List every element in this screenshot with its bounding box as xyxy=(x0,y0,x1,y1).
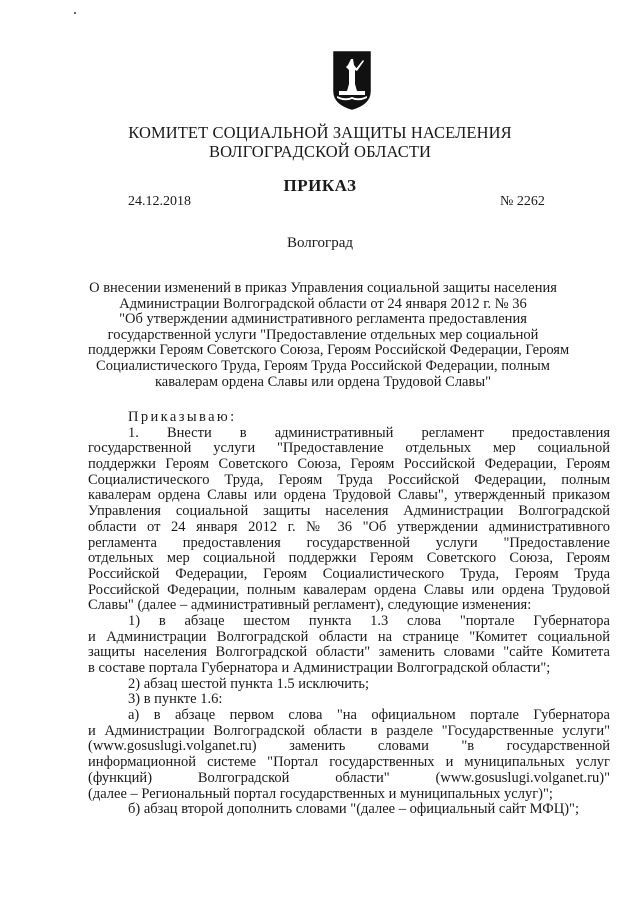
body-line: кавалерам ордена Славы или ордена Трудовой Славы", утвержденный приказом xyxy=(88,488,610,504)
body-line: Социалистического Труда, Героям Труда Российской Федерации, полным xyxy=(88,472,610,488)
subject-line: Социалистического Труда, Героям Труда Российской Федерации, полным xyxy=(96,357,550,374)
coat-of-arms-icon xyxy=(333,51,371,110)
scan-speck xyxy=(74,12,76,14)
order-verb: Приказываю: xyxy=(128,410,237,425)
body-line: защиты населения Волгоградской области" заменить словами "сайте Комитета xyxy=(88,645,610,661)
coat-of-arms-emblem xyxy=(333,51,371,110)
amendment-item-1: 1) в абзаце шестом пункта 1.3 слова "портале Губернатора xyxy=(128,613,610,629)
amendment-subitem-b: б) абзац второй дополнить словами "(далее – официальный сайт МФЦ)"; xyxy=(128,802,580,818)
body-line: государственной услуги "Предоставление отдельных мер социальной xyxy=(88,441,610,457)
body-line: (функций) Волгоградской области" (www.gosuslugi.volganet.ru)" xyxy=(88,770,610,786)
body-line: области от 24 января 2012 г. № 36 "Об утверждении административного xyxy=(88,519,610,535)
document-body xyxy=(88,410,610,818)
subject-line: Администрации Волгоградской области от 24 января 2012 г. № 36 xyxy=(119,295,527,312)
body-line: (далее – Региональный портал государственных и муниципальных услуг)"; xyxy=(88,786,553,802)
document-subject xyxy=(88,280,570,390)
body-line: отдельных мер социальной поддержки Героям Советского Союза, Героям xyxy=(88,551,610,567)
body-line: регламента предоставления государственной услуги "Предоставление xyxy=(88,535,610,551)
organization-name-line1: КОМИТЕТ СОЦИАЛЬНОЙ ЗАЩИТЫ НАСЕЛЕНИЯ xyxy=(128,123,512,142)
subject-line: поддержки Героям Советского Союза, Героям Российской Федерации, Героям xyxy=(88,342,570,359)
document-number: № 2262 xyxy=(500,194,545,209)
body-line: поддержки Героям Советского Союза, Героям Российской Федерации, Героям xyxy=(88,457,610,473)
document-city: Волгоград xyxy=(286,235,353,251)
body-line: 1. Внести в административный регламент предоставления xyxy=(128,425,610,441)
amendment-item-2: 2) абзац шестой пункта 1.5 исключить; xyxy=(128,676,369,692)
body-line: информационной системе "Портал государственных и муниципальных услуг xyxy=(88,755,610,771)
body-line: (www.gosuslugi.volganet.ru) заменить словами "в государственной xyxy=(88,739,610,755)
document-date: 24.12.2018 xyxy=(128,194,191,209)
subject-line: кавалерам ордена Славы или ордена Трудовой Славы" xyxy=(154,373,492,390)
subject-line: государственной услуги "Предоставление отдельных мер социальной xyxy=(107,326,539,343)
amendment-item-3: 3) в пункте 1.6: xyxy=(128,692,223,708)
body-line: Российской Федерации, полным кавалерам ордена Славы или ордена Трудовой xyxy=(88,582,610,598)
subject-line: О внесении изменений в приказ Управления социальной защиты населения xyxy=(89,280,557,296)
amendment-subitem-a: а) в абзаце первом слова "на официальном портале Губернатора xyxy=(128,708,610,724)
body-line: Российской Федерации, Героям Социалистического Труда, Героям Труда xyxy=(88,566,610,582)
body-line: Управления социальной защиты населения Администрации Волгоградской xyxy=(88,504,610,520)
subject-line: "Об утверждении административного регламента предоставления xyxy=(119,311,527,328)
body-line: и Администрации Волгоградской области в разделе "Государственные услуги" xyxy=(88,723,610,739)
body-line: и Администрации Волгоградской области на странице "Комитет социальной xyxy=(88,629,610,645)
document-type-title: ПРИКАЗ xyxy=(283,176,357,195)
body-line: в составе портала Губернатора и Администрации Волгоградской области"; xyxy=(88,661,551,676)
organization-name-line2: ВОЛГОГРАДСКОЙ ОБЛАСТИ xyxy=(208,142,432,161)
body-line: Славы" (далее – административный регламент), следующие изменения: xyxy=(88,598,532,614)
